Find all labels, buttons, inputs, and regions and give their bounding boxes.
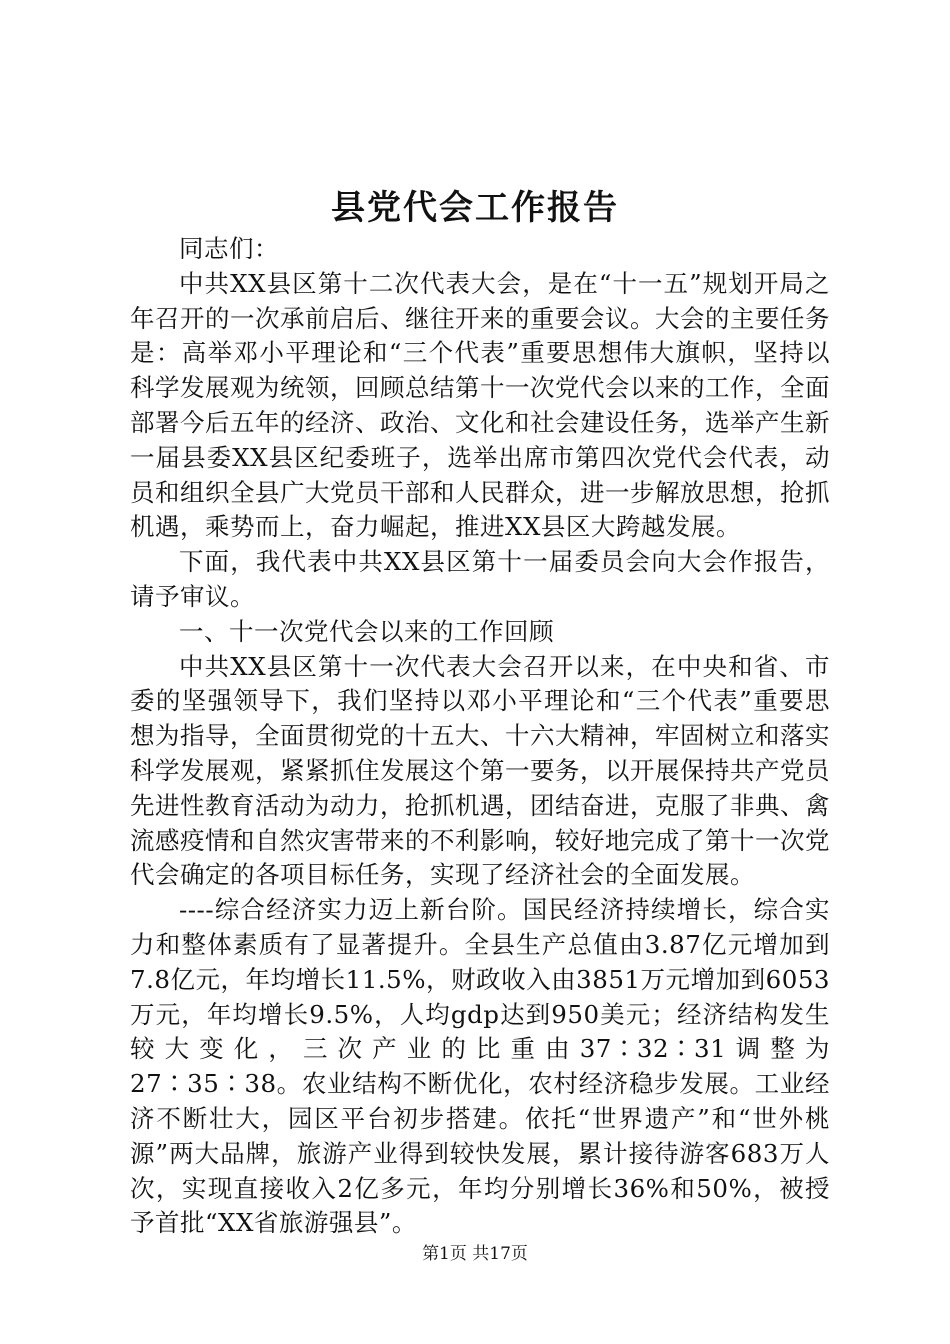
salutation: 同志们：: [179, 234, 279, 263]
document-title: 县党代会工作报告: [331, 188, 619, 228]
paragraph-report-statement: 下面，我代表中共XX县区第十一届委员会向大会作报告，请予审议。: [130, 547, 830, 611]
section-heading: 一、十一次党代会以来的工作回顾: [179, 616, 554, 646]
paragraph-economy: ----综合经济实力迈上新台阶。国民经济持续增长，综合实力和整体素质有了显著提升。全县生产总值由3.87亿元增加到7.8亿元，年均增长11.5%，财政收入由3851万元增加到6053万元，年均增长9.5%，人均gdp达到950美元；经济结构发生较大变化，三次产业的比重由37∶32∶31调整为27∶35∶38。农业结构不断优化，农村经济稳步发展。工业经济不断壮大，园区平台初步搭建。依托“世界遗产”和“世外桃源”两大品牌，旅游产业得到较快发展，累计接待游客683万人次，实现直接收入2亿多元，年均分别增长36%和50%，被授予首批“XX省旅游强县”。: [130, 895, 830, 1238]
page-footer: 第1页 共17页: [422, 1244, 528, 1264]
paragraph-intro: 中共XX县区第十二次代表大会，是在“十一五”规划开局之年召开的一次承前启后、继往开来的重要会议。大会的主要任务是：高举邓小平理论和“三个代表”重要思想伟大旗帜，坚持以科学发展观为统领，回顾总结第十一次党代会以来的工作，全面部署今后五年的经济、政治、文化和社会建设任务，选举产生新一届县委XX县区纪委班子，选举出席市第四次党代会代表，动员和组织全县广大党员干部和人民群众，进一步解放思想，抢抓机遇，乘势而上，奋力崛起，推进XX县区大跨越发展。: [130, 268, 830, 542]
document-body: [130, 232, 830, 1241]
paragraph-review: 中共XX县区第十一次代表大会召开以来，在中央和省、市委的坚强领导下，我们坚持以邓小平理论和“三个代表”重要思想为指导，全面贯彻党的十五大、十六大精神，牢固树立和落实科学发展观，紧紧抓住发展这个第一要务，以开展保持共产党员先进性教育活动为动力，抢抓机遇，团结奋进，克服了非典、禽流感疫情和自然灾害带来的不利影响，较好地完成了第十一次党代会确定的各项目标任务，实现了经济社会的全面发展。: [130, 651, 830, 890]
